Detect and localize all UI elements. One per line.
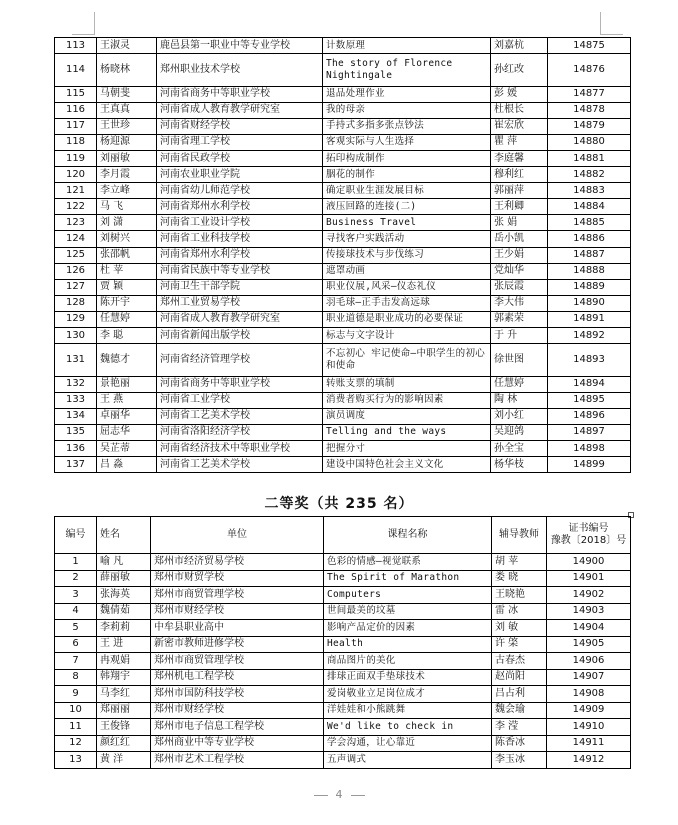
cell-num: 115: [55, 86, 97, 102]
cell-num: 13: [55, 752, 97, 769]
cell-school: 郑州市商贸管理学校: [151, 653, 324, 670]
cell-course: 五声调式: [324, 752, 492, 769]
cell-num: 120: [55, 167, 97, 183]
cell-cert: 14891: [548, 311, 631, 327]
cell-teacher: 许 棨: [492, 636, 547, 653]
cell-num: 121: [55, 183, 97, 199]
cell-cert: 14897: [548, 424, 631, 440]
cell-name: 黄 洋: [97, 752, 151, 769]
cell-teacher: 娄 晓: [492, 570, 547, 587]
cell-name: 魏倩茹: [97, 603, 151, 620]
table-row: [55, 328, 631, 344]
cell-num: 10: [55, 702, 97, 719]
cell-name: 喻 凡: [97, 554, 151, 571]
cell-teacher: 岳小凯: [491, 231, 548, 247]
cell-num: 8: [55, 669, 97, 686]
cell-school: 郑州市商贸管理学校: [151, 587, 324, 604]
cell-num: 126: [55, 263, 97, 279]
cell-school: 河南卫生干部学院: [157, 279, 323, 295]
cell-school: 新密市教师进修学校: [151, 636, 324, 653]
table-row: [55, 311, 631, 327]
cell-cert: 14905: [547, 636, 631, 653]
cell-name: 颜红红: [97, 735, 151, 752]
cell-teacher: 崔宏欣: [491, 118, 548, 134]
cell-teacher: 杨华枝: [491, 457, 548, 473]
cell-cert: 14894: [548, 376, 631, 392]
cell-course: 羽毛球—正手击发高远球: [323, 295, 491, 311]
table-row: [55, 295, 631, 311]
cell-num: 128: [55, 295, 97, 311]
cell-num: 132: [55, 376, 97, 392]
cell-school: 郑州市财经学校: [151, 702, 324, 719]
cell-name: 张海英: [97, 587, 151, 604]
footer-dash-left: [314, 795, 328, 796]
cell-course: 液压回路的连接(二): [323, 199, 491, 215]
cell-school: 鹿邑县第一职业中等专业学校: [157, 38, 323, 54]
cell-teacher: 陈香冰: [492, 735, 547, 752]
cell-course: 色彩的情感—视觉联系: [324, 554, 492, 571]
table-row: [55, 440, 631, 456]
cell-num: 116: [55, 102, 97, 118]
cell-num: 7: [55, 653, 97, 670]
table-row: [55, 38, 631, 54]
cell-teacher: 陶 林: [491, 392, 548, 408]
section-title-second-prize: 二等奖（共 235 名）: [264, 496, 414, 512]
header-teacher: 辅导教师: [492, 517, 547, 554]
cell-cert: 14888: [548, 263, 631, 279]
cell-school: 河南省工艺美术学校: [157, 457, 323, 473]
cell-school: 河南省经济技术中等职业学校: [157, 440, 323, 456]
cell-course: 演员调度: [323, 408, 491, 424]
table-row: [55, 603, 631, 620]
cell-school: 河南省财经学校: [157, 118, 323, 134]
award-table-second-prize: [54, 516, 631, 769]
cell-name: 屈志华: [97, 424, 157, 440]
table-row: [55, 199, 631, 215]
cell-name: 薛丽敏: [97, 570, 151, 587]
cell-teacher: 吕占利: [492, 686, 547, 703]
cell-teacher: 雷 冰: [492, 603, 547, 620]
page-number: 4: [335, 788, 343, 801]
cell-course: The story of Florence Nightingale: [323, 54, 491, 87]
cell-name: 刘树兴: [97, 231, 157, 247]
cell-course: 排球正面双手垫球技术: [324, 669, 492, 686]
cell-school: 河南省商务中等职业学校: [157, 376, 323, 392]
cell-course: 商品图片的美化: [324, 653, 492, 670]
cell-school: 河南省理工学校: [157, 134, 323, 150]
cell-course: 我的母亲: [323, 102, 491, 118]
cell-num: 4: [55, 603, 97, 620]
cell-cert: 14899: [548, 457, 631, 473]
cell-teacher: 孙红改: [491, 54, 548, 87]
cell-num: 125: [55, 247, 97, 263]
cell-school: 郑州市经济贸易学校: [151, 554, 324, 571]
cell-name: 李 聪: [97, 328, 157, 344]
cell-name: 马朝斐: [97, 86, 157, 102]
cell-name: 魏德才: [97, 344, 157, 377]
cell-num: 134: [55, 408, 97, 424]
cell-cert: 14893: [548, 344, 631, 377]
table-row: [55, 457, 631, 473]
cell-name: 张邵帆: [97, 247, 157, 263]
cell-name: 卓丽华: [97, 408, 157, 424]
cell-school: 河南省工艺美术学校: [157, 408, 323, 424]
cell-name: 王 燕: [97, 392, 157, 408]
cell-name: 郑丽丽: [97, 702, 151, 719]
cell-school: 河南省经济管理学校: [157, 344, 323, 377]
cell-school: 河南农业职业学院: [157, 167, 323, 183]
cell-cert: 14876: [548, 54, 631, 87]
cell-course: 爱岗敬业立足岗位成才: [324, 686, 492, 703]
table-row: [55, 231, 631, 247]
cell-cert: 14882: [548, 167, 631, 183]
cell-name: 吕 淼: [97, 457, 157, 473]
cell-num: 1: [55, 554, 97, 571]
cell-course: 洋娃娃和小熊跳舞: [324, 702, 492, 719]
cell-name: 马李红: [97, 686, 151, 703]
cell-course: 胭花的制作: [323, 167, 491, 183]
cell-num: 2: [55, 570, 97, 587]
cell-course: The Spirit of Marathon: [324, 570, 492, 587]
cell-teacher: 刘小红: [491, 408, 548, 424]
cell-course: 职业仪展,风采—仪态礼仪: [323, 279, 491, 295]
cell-school: 河南省郑州水利学校: [157, 199, 323, 215]
cell-cert: 14911: [547, 735, 631, 752]
table-header-row: [55, 517, 631, 554]
cell-teacher: 王利卿: [491, 199, 548, 215]
cell-cert: 14884: [548, 199, 631, 215]
cell-school: 河南省工业学校: [157, 392, 323, 408]
cell-course: We'd like to check in: [324, 719, 492, 736]
table-row: [55, 183, 631, 199]
cell-num: 130: [55, 328, 97, 344]
table-row: [55, 376, 631, 392]
cell-name: 杜 苹: [97, 263, 157, 279]
cell-cert: 14877: [548, 86, 631, 102]
cell-name: 韩翔宇: [97, 669, 151, 686]
cell-cert: 14906: [547, 653, 631, 670]
cell-teacher: 吴迎鸽: [491, 424, 548, 440]
cell-teacher: 刘 敏: [492, 620, 547, 637]
cell-num: 6: [55, 636, 97, 653]
header-num: 编号: [55, 517, 97, 554]
cell-name: 刘丽敏: [97, 150, 157, 166]
cell-course: 把握分寸: [323, 440, 491, 456]
cell-course: 退品处理作业: [323, 86, 491, 102]
cell-school: 郑州商业中等专业学校: [151, 735, 324, 752]
cell-name: 陈开宇: [97, 295, 157, 311]
cell-course: 标志与文字设计: [323, 328, 491, 344]
cell-num: 118: [55, 134, 97, 150]
cell-school: 郑州市国防科技学校: [151, 686, 324, 703]
cell-num: 113: [55, 38, 97, 54]
table-row: [55, 620, 631, 637]
cell-num: 129: [55, 311, 97, 327]
cell-school: 郑州市艺术工程学校: [151, 752, 324, 769]
table-row: [55, 167, 631, 183]
crop-mark-top-right: [600, 12, 623, 35]
cell-cert: 14901: [547, 570, 631, 587]
cell-num: 123: [55, 215, 97, 231]
cell-school: 河南省幼儿师范学校: [157, 183, 323, 199]
cell-teacher: 王少娟: [491, 247, 548, 263]
cell-school: 郑州工业贸易学校: [157, 295, 323, 311]
table-row: [55, 150, 631, 166]
cell-course: 世间最美的坟墓: [324, 603, 492, 620]
cell-cert: 14903: [547, 603, 631, 620]
cell-course: 遮罩动画: [323, 263, 491, 279]
cell-cert: 14912: [547, 752, 631, 769]
cell-teacher: 穆利红: [491, 167, 548, 183]
cell-school: 郑州市电子信息工程学校: [151, 719, 324, 736]
page-footer: [0, 788, 678, 801]
cell-teacher: 郭素荣: [491, 311, 548, 327]
cell-school: 郑州职业技术学校: [157, 54, 323, 87]
cell-school: 河南省商务中等职业学校: [157, 86, 323, 102]
cell-name: 王 进: [97, 636, 151, 653]
table-row: [55, 392, 631, 408]
cell-cert: 14875: [548, 38, 631, 54]
cell-name: 杨晓林: [97, 54, 157, 87]
cell-teacher: 徐世图: [491, 344, 548, 377]
cell-name: 李月霞: [97, 167, 157, 183]
cell-num: 119: [55, 150, 97, 166]
cell-teacher: 任慧婷: [491, 376, 548, 392]
table-row: [55, 653, 631, 670]
cell-school: 河南省民政学校: [157, 150, 323, 166]
cell-course: 转账支票的填制: [323, 376, 491, 392]
cell-cert: 14887: [548, 247, 631, 263]
table-row: [55, 215, 631, 231]
cell-course: 寻找客户实践活动: [323, 231, 491, 247]
cell-course: 手持式多指多张点钞法: [323, 118, 491, 134]
cell-school: 河南省工业设计学校: [157, 215, 323, 231]
table-row: [55, 118, 631, 134]
cell-school: 河南省工业科技学校: [157, 231, 323, 247]
cell-school: 郑州市财贸学校: [151, 570, 324, 587]
cell-cert: 14890: [548, 295, 631, 311]
cell-cert: 14883: [548, 183, 631, 199]
cell-cert: 14886: [548, 231, 631, 247]
cell-teacher: 李 滢: [492, 719, 547, 736]
table-row: [55, 636, 631, 653]
table-row: [55, 134, 631, 150]
table-row: [55, 735, 631, 752]
header-name: 姓名: [97, 517, 151, 554]
cell-course: Health: [324, 636, 492, 653]
crop-mark-top-left: [72, 12, 95, 35]
cell-cert: 14885: [548, 215, 631, 231]
footer-dash-right: [351, 795, 365, 796]
cell-course: 职业道德是职业成功的必要保证: [323, 311, 491, 327]
table-row: [55, 702, 631, 719]
cell-num: 5: [55, 620, 97, 637]
cell-school: 河南省新闻出版学校: [157, 328, 323, 344]
cell-name: 王淑灵: [97, 38, 157, 54]
table-row: [55, 279, 631, 295]
cell-cert: 14909: [547, 702, 631, 719]
cell-num: 133: [55, 392, 97, 408]
cell-teacher: 张 娟: [491, 215, 548, 231]
cell-cert: 14895: [548, 392, 631, 408]
table-row: [55, 570, 631, 587]
header-cert: [547, 517, 631, 554]
cell-num: 117: [55, 118, 97, 134]
cell-cert: 14900: [547, 554, 631, 571]
table-row: [55, 54, 631, 87]
cell-name: 刘 潇: [97, 215, 157, 231]
table-row: [55, 719, 631, 736]
cell-course: 客观实际与人生选择: [323, 134, 491, 150]
cell-num: 131: [55, 344, 97, 377]
cell-num: 127: [55, 279, 97, 295]
table-row: [55, 247, 631, 263]
cell-teacher: 李庭馨: [491, 150, 548, 166]
cell-name: 李立峰: [97, 183, 157, 199]
cell-num: 137: [55, 457, 97, 473]
cell-teacher: 古春杰: [492, 653, 547, 670]
cell-course: 建设中国特色社会主义文化: [323, 457, 491, 473]
table-row: [55, 554, 631, 571]
award-table-first-prize-continued: [54, 37, 631, 473]
table-row: [55, 86, 631, 102]
cell-course: 拓印构成制作: [323, 150, 491, 166]
cell-name: 杨迎源: [97, 134, 157, 150]
cell-num: 136: [55, 440, 97, 456]
cell-num: 12: [55, 735, 97, 752]
header-course: 课程名称: [324, 517, 492, 554]
table-row: [55, 752, 631, 769]
cell-name: 吴芷蒂: [97, 440, 157, 456]
cell-cert: 14881: [548, 150, 631, 166]
cell-school: 郑州机电工程学校: [151, 669, 324, 686]
cell-name: 景艳丽: [97, 376, 157, 392]
cell-teacher: 彭 媛: [491, 86, 548, 102]
cell-course: Business Travel: [323, 215, 491, 231]
cell-cert: 14880: [548, 134, 631, 150]
cell-name: 冉观娟: [97, 653, 151, 670]
cell-cert: 14892: [548, 328, 631, 344]
cell-cert: 14910: [547, 719, 631, 736]
cell-teacher: 张辰霞: [491, 279, 548, 295]
header-cert-line1: 证书编号: [568, 523, 609, 534]
cell-teacher: 刘嘉杭: [491, 38, 548, 54]
cell-course: 确定职业生涯发展目标: [323, 183, 491, 199]
cell-cert: 14896: [548, 408, 631, 424]
cell-teacher: 胡 苹: [492, 554, 547, 571]
cell-name: 任慧婷: [97, 311, 157, 327]
table-row: [55, 587, 631, 604]
cell-num: 122: [55, 199, 97, 215]
cell-num: 3: [55, 587, 97, 604]
cell-cert: 14878: [548, 102, 631, 118]
cell-teacher: 孙全宝: [491, 440, 548, 456]
table-row: [55, 424, 631, 440]
table-row: [55, 344, 631, 377]
table-row: [55, 408, 631, 424]
table-row: [55, 686, 631, 703]
cell-name: 贾 颖: [97, 279, 157, 295]
cell-school: 河南省民族中等专业学校: [157, 263, 323, 279]
table-row: [55, 263, 631, 279]
cell-teacher: 魏会瑜: [492, 702, 547, 719]
cell-cert: 14898: [548, 440, 631, 456]
cell-cert: 14889: [548, 279, 631, 295]
cell-school: 河南省郑州水利学校: [157, 247, 323, 263]
cell-course: 传接球技术与步伐练习: [323, 247, 491, 263]
cell-cert: 14879: [548, 118, 631, 134]
cell-name: 李莉莉: [97, 620, 151, 637]
cell-num: 9: [55, 686, 97, 703]
cell-teacher: 杜根长: [491, 102, 548, 118]
cell-name: 王俊锋: [97, 719, 151, 736]
table-row: [55, 102, 631, 118]
cell-teacher: 党灿华: [491, 263, 548, 279]
cell-name: 王世珍: [97, 118, 157, 134]
cell-teacher: 李玉冰: [492, 752, 547, 769]
cell-cert: 14904: [547, 620, 631, 637]
cell-num: 11: [55, 719, 97, 736]
cell-course: 影响产品定价的因素: [324, 620, 492, 637]
header-school: 单位: [151, 517, 324, 554]
cell-name: 王真真: [97, 102, 157, 118]
cell-teacher: 王晓艳: [492, 587, 547, 604]
cell-course: Computers: [324, 587, 492, 604]
cell-course: 不忘初心 牢记使命—中职学生的初心和使命: [323, 344, 491, 377]
cell-cert: 14902: [547, 587, 631, 604]
cell-cert: 14907: [547, 669, 631, 686]
cell-name: 马 飞: [97, 199, 157, 215]
cell-school: 河南省成人教育教学研究室: [157, 102, 323, 118]
table-row: [55, 669, 631, 686]
cell-teacher: 李大伟: [491, 295, 548, 311]
header-cert-line2: 豫教〔2018〕号: [550, 535, 627, 546]
cell-course: Telling and the ways: [323, 424, 491, 440]
cell-num: 114: [55, 54, 97, 87]
cell-school: 中牟县职业高中: [151, 620, 324, 637]
cell-course: 消费者购买行为的影响因素: [323, 392, 491, 408]
cell-school: 郑州市财经学校: [151, 603, 324, 620]
cell-num: 124: [55, 231, 97, 247]
cell-cert: 14908: [547, 686, 631, 703]
cell-school: 河南省洛阳经济学校: [157, 424, 323, 440]
cell-teacher: 郭丽萍: [491, 183, 548, 199]
cell-teacher: 于 升: [491, 328, 548, 344]
cell-num: 135: [55, 424, 97, 440]
cell-course: 学会沟通，让心靠近: [324, 735, 492, 752]
cell-teacher: 赵尚阳: [492, 669, 547, 686]
cell-school: 河南省成人教育教学研究室: [157, 311, 323, 327]
cell-course: 计数原理: [323, 38, 491, 54]
cell-teacher: 瞿 萍: [491, 134, 548, 150]
